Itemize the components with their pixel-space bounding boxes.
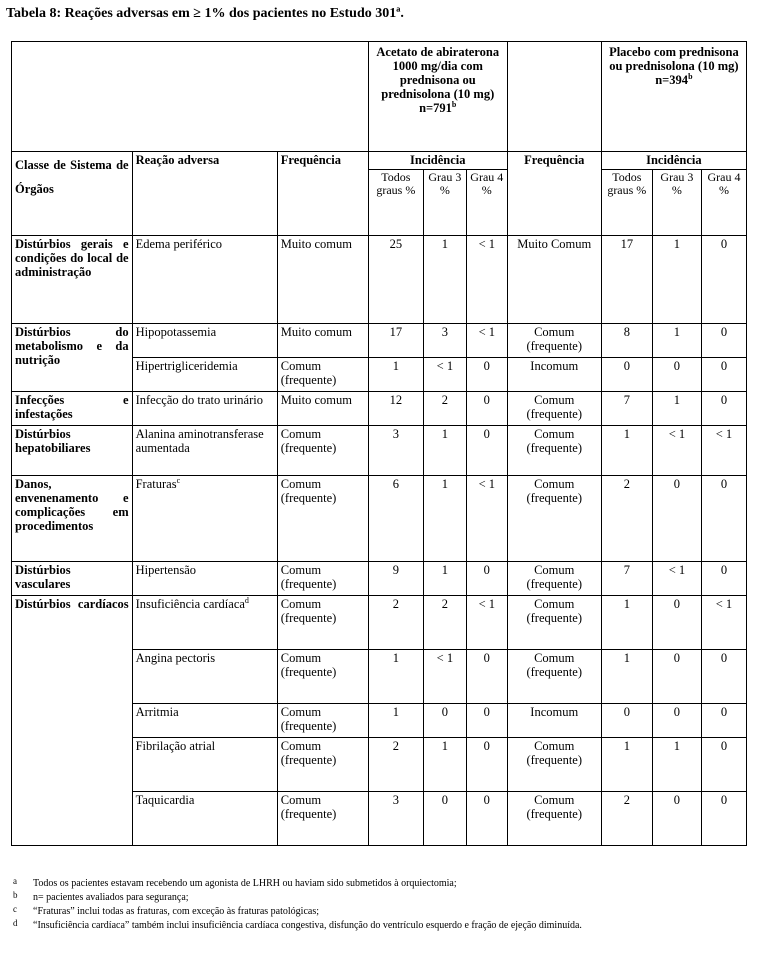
value-cell: 0 (701, 792, 746, 846)
header-todos-graus-1: Todos graus % (368, 170, 423, 236)
value-cell: 0 (652, 650, 701, 704)
table-row (12, 324, 747, 358)
value-cell: 1 (601, 738, 652, 792)
value-cell: 1 (423, 738, 466, 792)
footnote: d “Insuficiência cardíaca” também inclui insuficiência cardíaca congestiva, disfunção do ventrículo esquerdo e fração de ejeção diminuída. (13, 918, 582, 931)
reaction-cell: Fibrilação atrial (132, 738, 277, 792)
value-cell: 17 (601, 236, 652, 324)
organ-class-cell: Distúrbios cardíacos (12, 596, 133, 846)
value-cell: 0 (701, 358, 746, 392)
value-cell: 25 (368, 236, 423, 324)
group-abiraterone-header: Acetato de abiraterona 1000 mg/dia com prednisona ou prednisolona (10 mg) $n=791^b$ (368, 42, 507, 152)
column-header-row (12, 152, 747, 170)
value-cell: < 1 (423, 650, 466, 704)
value-cell: < 1 (652, 562, 701, 596)
header-frequencia-1: Frequência (277, 152, 368, 236)
header-todos-graus-2: Todos graus % (601, 170, 652, 236)
value-cell: < 1 (466, 324, 507, 358)
value-cell: 2 (601, 792, 652, 846)
header-grau3-2: Grau 3 % (652, 170, 701, 236)
frequency-cell: Muito comum (277, 324, 368, 358)
frequency-cell: Comum (frequente) (507, 476, 601, 562)
reaction-cell: Fraturas$^c$ (132, 476, 277, 562)
frequency-cell: Muito comum (277, 392, 368, 426)
value-cell: < 1 (466, 476, 507, 562)
value-cell: 0 (652, 476, 701, 562)
footnote: a Todos os pacientes estavam recebendo um agonista de LHRH ou haviam sido submetidos à orquiectomia; (13, 876, 457, 889)
value-cell: 0 (423, 792, 466, 846)
value-cell: 6 (368, 476, 423, 562)
value-cell: 1 (601, 426, 652, 476)
footnote: b n= pacientes avaliados para segurança; (13, 890, 189, 903)
header-grau3-1: Grau 3 % (423, 170, 466, 236)
organ-class-cell: Distúrbios gerais e condições do local de administração (12, 236, 133, 324)
value-cell: 0 (701, 738, 746, 792)
value-cell: 3 (368, 792, 423, 846)
value-cell: 0 (701, 476, 746, 562)
frequency-cell: Comum (frequente) (277, 704, 368, 738)
header-classe: Classe de Sistema de Órgãos (12, 152, 133, 236)
frequency-cell: Incomum (507, 704, 601, 738)
header-incidencia-2: Incidência (601, 152, 746, 170)
frequency-cell: Comum (frequente) (507, 392, 601, 426)
value-cell: < 1 (701, 426, 746, 476)
value-cell: 0 (466, 358, 507, 392)
value-cell: 1 (601, 650, 652, 704)
value-cell: 9 (368, 562, 423, 596)
value-cell: 0 (701, 324, 746, 358)
table-title: Tabela 8: Reações adversas em ≥ 1% dos pacientes no Estudo 301ª. (6, 6, 404, 21)
value-cell: 1 (423, 426, 466, 476)
frequency-cell: Comum (frequente) (507, 426, 601, 476)
value-cell: < 1 (466, 236, 507, 324)
table-row (12, 596, 747, 650)
value-cell: 0 (466, 562, 507, 596)
reaction-cell: Hipopotassemia (132, 324, 277, 358)
value-cell: 0 (701, 392, 746, 426)
reaction-cell: Alanina aminotransferase aumentada (132, 426, 277, 476)
value-cell: 7 (601, 392, 652, 426)
header-grau4-1: Grau 4 % (466, 170, 507, 236)
empty-header-cell (507, 42, 601, 152)
value-cell: 0 (466, 704, 507, 738)
table-row (12, 426, 747, 476)
organ-class-cell: Distúrbios vasculares (12, 562, 133, 596)
frequency-cell: Comum (frequente) (277, 596, 368, 650)
value-cell: 1 (368, 704, 423, 738)
value-cell: 0 (652, 358, 701, 392)
footnotes (11, 878, 731, 934)
frequency-cell: Comum (frequente) (277, 426, 368, 476)
value-cell: 0 (652, 792, 701, 846)
value-cell: 0 (466, 738, 507, 792)
value-cell: 1 (368, 358, 423, 392)
frequency-cell: Comum (frequente) (507, 792, 601, 846)
value-cell: 0 (701, 236, 746, 324)
reaction-cell: Taquicardia (132, 792, 277, 846)
frequency-cell: Comum (frequente) (277, 792, 368, 846)
value-cell: < 1 (466, 596, 507, 650)
header-incidencia-1: Incidência (368, 152, 507, 170)
organ-class-cell: Danos, envenenamento e complicações em procedimentos (12, 476, 133, 562)
value-cell: 1 (423, 562, 466, 596)
header-frequencia-2: Frequência (507, 152, 601, 236)
table-row (12, 562, 747, 596)
value-cell: < 1 (701, 596, 746, 650)
group-placebo-header: Placebo com prednisona ou prednisolona (10 mg) $n=394^b$ (601, 42, 746, 152)
value-cell: 1 (652, 236, 701, 324)
value-cell: 1 (423, 476, 466, 562)
value-cell: 2 (368, 596, 423, 650)
table-row (12, 476, 747, 562)
value-cell: 0 (701, 650, 746, 704)
value-cell: 0 (466, 650, 507, 704)
reaction-cell: Hipertensão (132, 562, 277, 596)
value-cell: 0 (701, 704, 746, 738)
frequency-cell: Comum (frequente) (507, 738, 601, 792)
value-cell: 3 (368, 426, 423, 476)
value-cell: 17 (368, 324, 423, 358)
organ-class-cell: Distúrbios hepatobiliares (12, 426, 133, 476)
organ-class-cell: Infecções e infestações (12, 392, 133, 426)
value-cell: 1 (368, 650, 423, 704)
frequency-cell: Comum (frequente) (507, 562, 601, 596)
adverse-reactions-table (11, 41, 747, 846)
frequency-cell: Comum (frequente) (277, 476, 368, 562)
reaction-cell: Hipertrigliceridemia (132, 358, 277, 392)
value-cell: 3 (423, 324, 466, 358)
frequency-cell: Comum (frequente) (507, 324, 601, 358)
value-cell: < 1 (652, 426, 701, 476)
reaction-cell: Arritmia (132, 704, 277, 738)
frequency-cell: Comum (frequente) (277, 650, 368, 704)
reaction-cell: Edema periférico (132, 236, 277, 324)
frequency-cell: Muito Comum (507, 236, 601, 324)
value-cell: 0 (652, 704, 701, 738)
value-cell: 0 (601, 358, 652, 392)
value-cell: 0 (701, 562, 746, 596)
value-cell: 1 (652, 738, 701, 792)
frequency-cell: Muito comum (277, 236, 368, 324)
frequency-cell: Comum (frequente) (507, 650, 601, 704)
value-cell: 0 (466, 792, 507, 846)
value-cell: 12 (368, 392, 423, 426)
frequency-cell: Incomum (507, 358, 601, 392)
reaction-cell: Infecção do trato urinário (132, 392, 277, 426)
value-cell: 7 (601, 562, 652, 596)
value-cell: < 1 (423, 358, 466, 392)
empty-header-cell (12, 42, 369, 152)
value-cell: 0 (466, 426, 507, 476)
value-cell: 1 (652, 324, 701, 358)
reaction-cell: Insuficiência cardíaca$^d$ (132, 596, 277, 650)
frequency-cell: Comum (frequente) (277, 358, 368, 392)
value-cell: 0 (423, 704, 466, 738)
table-row (12, 392, 747, 426)
value-cell: 2 (423, 596, 466, 650)
header-grau4-2: Grau 4 % (701, 170, 746, 236)
header-reacao: Reação adversa (132, 152, 277, 236)
value-cell: 2 (368, 738, 423, 792)
footnote: c “Fraturas” inclui todas as fraturas, com exceção às fraturas patológicas; (13, 904, 319, 917)
value-cell: 1 (601, 596, 652, 650)
frequency-cell: Comum (frequente) (277, 562, 368, 596)
frequency-cell: Comum (frequente) (277, 738, 368, 792)
frequency-cell: Comum (frequente) (507, 596, 601, 650)
value-cell: 1 (652, 392, 701, 426)
value-cell: 1 (423, 236, 466, 324)
value-cell: 0 (601, 704, 652, 738)
value-cell: 8 (601, 324, 652, 358)
organ-class-cell: Distúrbios do metabolismo e da nutrição (12, 324, 133, 392)
table-row (12, 236, 747, 324)
value-cell: 2 (423, 392, 466, 426)
reaction-cell: Angina pectoris (132, 650, 277, 704)
value-cell: 0 (652, 596, 701, 650)
group-header-row (12, 42, 747, 152)
value-cell: 0 (466, 392, 507, 426)
value-cell: 2 (601, 476, 652, 562)
